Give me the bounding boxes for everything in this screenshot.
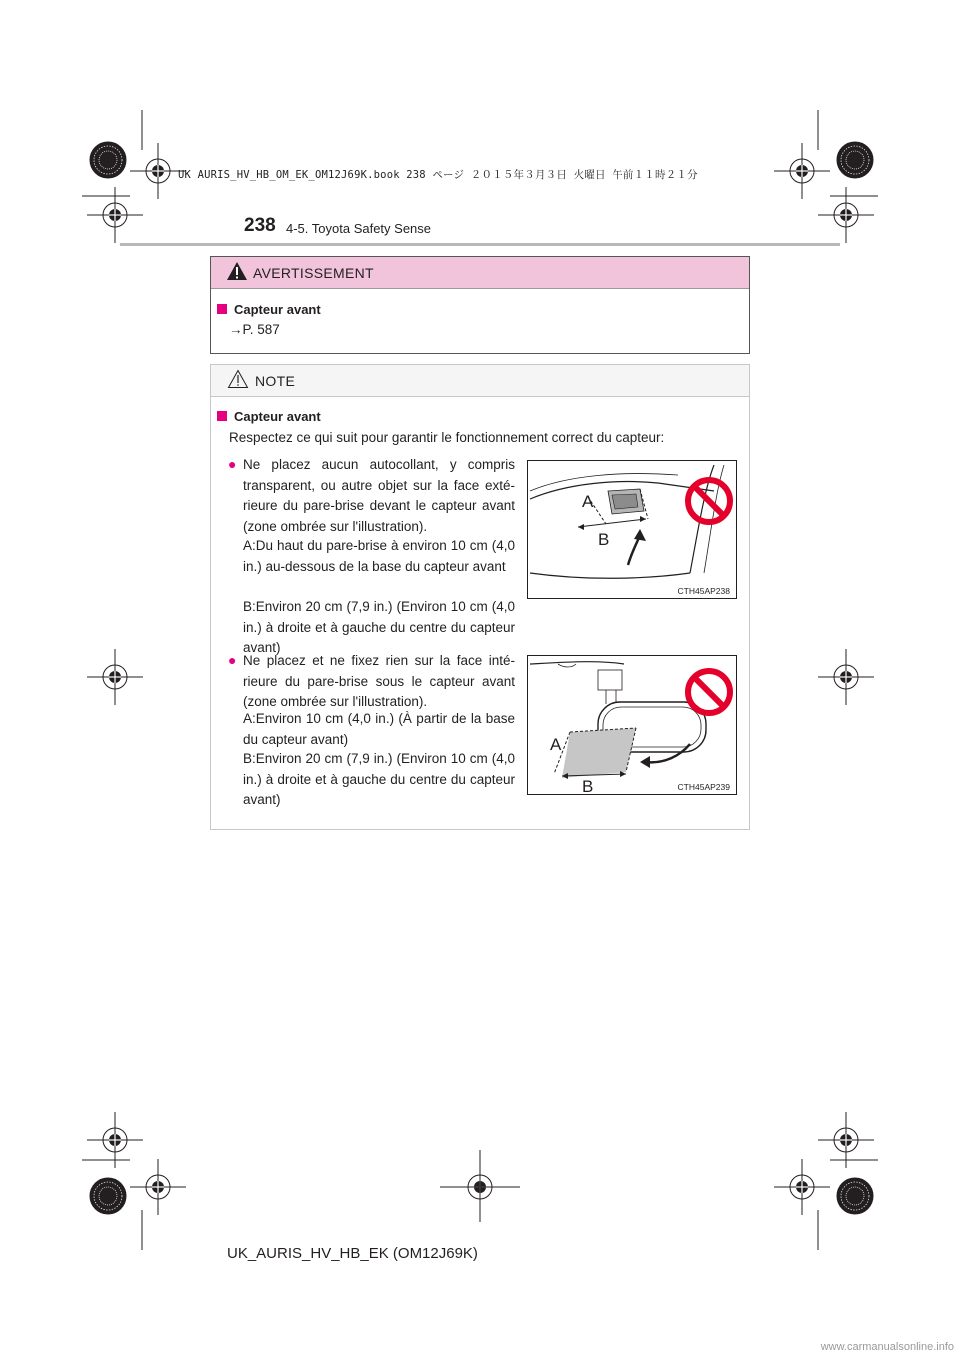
warning-header bbox=[211, 257, 749, 289]
windshield-exterior-illustration bbox=[528, 461, 736, 598]
note-item-1-a: A:Du haut du pare-brise à environ 10 cm (4,0 in.) au-dessous de la base du capteur avant bbox=[243, 538, 515, 574]
note-title: NOTE bbox=[255, 373, 296, 389]
figure-2-label-b: B bbox=[582, 777, 594, 794]
figure-2-code: CTH45AP239 bbox=[677, 782, 730, 792]
figure-1-label-b: B bbox=[598, 530, 610, 549]
note-item-2-a: A:Environ 10 cm (4,0 in.) (À partir de la base du capteur avant) bbox=[243, 711, 515, 747]
circle-bullet-icon: ● bbox=[228, 652, 237, 668]
note-item-1-b: B:Environ 20 cm (7,9 in.) (Environ 10 cm (4,0 in.) à droite et à gauche du centre du capteur avant) bbox=[243, 599, 515, 655]
section-title: 4-5. Toyota Safety Sense bbox=[286, 221, 432, 236]
note-item-2-text: Ne placez et ne fixez rien sur la face inté-rieure du pare-brise sous le capteur avant (zone ombrée sur l'illustration). bbox=[243, 653, 515, 709]
warning-box bbox=[210, 256, 750, 354]
warning-title: AVERTISSEMENT bbox=[253, 265, 374, 281]
warning-triangle-icon bbox=[226, 261, 248, 281]
square-bullet-icon bbox=[217, 304, 227, 314]
warning-heading: Capteur avant bbox=[217, 302, 321, 317]
note-header bbox=[211, 365, 749, 397]
figure-2-label-a: A bbox=[550, 735, 562, 754]
caution-triangle-icon bbox=[227, 369, 249, 389]
book-file-info: UK AURIS_HV_HB_OM_EK_OM12J69K.book 238 ページ ２０１５年３月３日 火曜日 午前１１時２１分 bbox=[178, 169, 698, 181]
circle-bullet-icon: ● bbox=[228, 456, 237, 472]
square-bullet-icon bbox=[217, 411, 227, 421]
document-code: UK_AURIS_HV_HB_EK (OM12J69K) bbox=[227, 1245, 478, 1262]
watermark: www.carmanualsonline.info bbox=[820, 1341, 954, 1353]
figure-1-label-a: A bbox=[582, 492, 594, 511]
header-rule bbox=[120, 243, 840, 246]
figure-exterior-windshield bbox=[527, 460, 737, 599]
note-intro: Respectez ce qui suit pour garantir le fonctionnement correct du capteur: bbox=[229, 430, 665, 445]
registration-star-top-left bbox=[90, 142, 126, 178]
page-number: 238 bbox=[244, 215, 276, 236]
registration-star-bottom-right bbox=[837, 1178, 873, 1214]
windshield-interior-illustration bbox=[528, 656, 736, 794]
figure-1-code: CTH45AP238 bbox=[677, 586, 730, 596]
note-item-1-text: Ne placez aucun autocollant, y compris transparent, ou autre objet sur la face exté-rieure du pare-brise devant le capteur avant (zone ombrée sur l'illustration). bbox=[243, 457, 515, 534]
note-heading: Capteur avant bbox=[217, 409, 321, 424]
registration-star-bottom-left bbox=[90, 1178, 126, 1214]
warning-reference: →P. 587 bbox=[229, 322, 280, 337]
figure-interior-windshield bbox=[527, 655, 737, 795]
note-box bbox=[210, 364, 750, 830]
registration-star-top-right bbox=[837, 142, 873, 178]
note-item-2-b: B:Environ 20 cm (7,9 in.) (Environ 10 cm (4,0 in.) à droite et à gauche du centre du capteur avant) bbox=[243, 751, 515, 807]
